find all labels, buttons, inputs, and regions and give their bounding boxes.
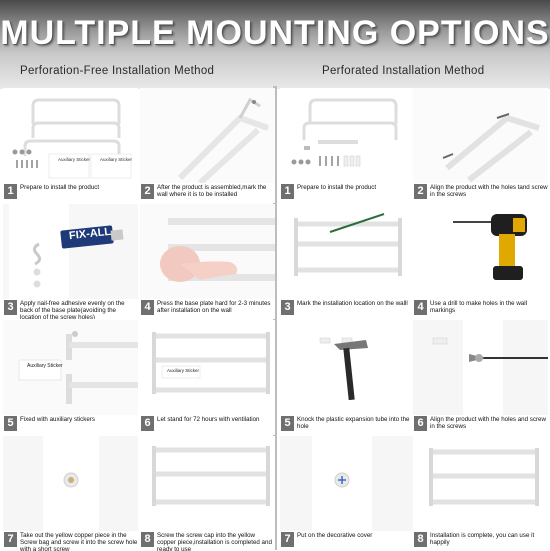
right-step-7 [280,436,415,551]
left-step-3 [3,204,138,319]
mark-location-illustration [280,204,415,300]
sticker-label: Auxiliary Sticker [27,363,63,369]
completed-rack-illustration [413,436,548,532]
step-text: Installation is complete, you can use it happily [430,532,535,546]
right-step-2 [413,88,548,203]
step-text: Mark the installation location on the walll [297,300,408,307]
step-number: 4 [141,300,154,315]
step-number: 8 [141,532,154,547]
step-text: After the product is assembled,mark the wall where it is to be installed [157,184,267,198]
hammer-illustration [280,320,415,416]
left-method-title: Perforation-Free Installation Method [20,65,215,77]
left-step-7 [3,436,138,551]
left-step-2 [140,88,275,203]
right-step-3 [280,204,415,319]
step-number: 4 [414,300,427,315]
rack-mark-wall-illustration [140,88,275,184]
left-step-6 [140,320,275,435]
step-text: Let stand for 72 hours with ventilation [157,416,260,423]
rack-parts-illustration [280,88,415,184]
step-number: 6 [414,416,427,431]
align-screws-illustration [413,88,548,184]
step-number: 7 [4,532,17,547]
left-step-1 [3,88,138,203]
step-number: 1 [281,184,294,199]
completed-rack-illustration [140,436,275,532]
step-number: 5 [281,416,294,431]
step-number: 1 [4,184,17,199]
sticker-rack-illustration [3,320,138,416]
left-step-5 [3,320,138,435]
right-step-5 [280,320,415,435]
step-number: 3 [281,300,294,315]
sticker-label: Auxiliary Sticker [167,368,200,373]
decorative-cover-illustration [280,436,415,532]
step-number: 3 [4,300,17,315]
left-step-8 [140,436,275,551]
step-caption [280,415,415,435]
glue-brand-label: FIX-ALL [68,225,112,243]
step-text: Prepare to install the product [20,184,100,191]
step-number: 8 [414,532,427,547]
rack-standing-illustration [140,320,275,416]
step-text: Press the base plate hard for 2-3 minutes after installation on the wall [157,300,271,314]
sticker-label-b: Auxiliary Sticker [100,157,133,162]
right-step-8 [413,436,548,551]
step-caption [413,183,548,203]
step-caption [3,183,138,203]
step-number: 2 [414,184,427,199]
step-text: Take out the yellow copper piece in the Screw bag and screw it into the screw hole with a short screw [20,532,138,551]
step-number: 5 [4,416,17,431]
step-text: Knock the plastic expansion tube into the hole [297,416,410,430]
step-number: 6 [141,416,154,431]
step-caption [140,531,275,551]
press-plate-illustration [140,204,275,300]
step-caption [140,299,275,319]
rack-parts-illustration [3,88,138,184]
step-caption [413,299,548,319]
step-number: 7 [281,532,294,547]
step-caption [3,299,138,319]
page-title: MULTIPLE MOUNTING OPTIONS [0,14,550,52]
step-text: Align the product with the holes and screw in the screws [430,416,546,430]
right-step-1 [280,88,415,203]
step-text: Fixed with auxiliary stickers [20,416,95,423]
step-text: Use a drill to make holes in the wall markings [430,300,527,314]
step-caption [3,531,138,551]
step-caption [280,183,415,203]
step-text: Apply nail-free adhesive evenly on the back of the base plate(avoiding the location of the screw holes) [20,300,125,319]
right-step-4 [413,204,548,319]
step-caption [140,415,275,435]
header-banner [0,0,550,89]
step-text: Align the product with the holes tand screw in the screws [430,184,548,198]
step-caption [280,299,415,319]
screw-in-illustration [413,320,548,416]
step-text: Screw the screw cap into the yellow copper piece,installation is completed and ready to use [157,532,272,551]
adhesive-illustration [3,204,138,300]
screw-hole-illustration [3,436,138,532]
step-caption [413,531,548,551]
drill-illustration [413,204,548,300]
step-text: Put on the decorative cover [297,532,373,539]
step-caption [3,415,138,435]
sticker-label-a: Auxiliary Sticker [58,157,91,162]
left-step-4 [140,204,275,319]
step-caption [140,183,275,203]
step-caption [413,415,548,435]
step-number: 2 [141,184,154,199]
right-method-title: Perforated Installation Method [322,65,485,77]
step-text: Prepare to install the product [297,184,377,191]
step-caption [280,531,415,551]
right-step-6 [413,320,548,435]
